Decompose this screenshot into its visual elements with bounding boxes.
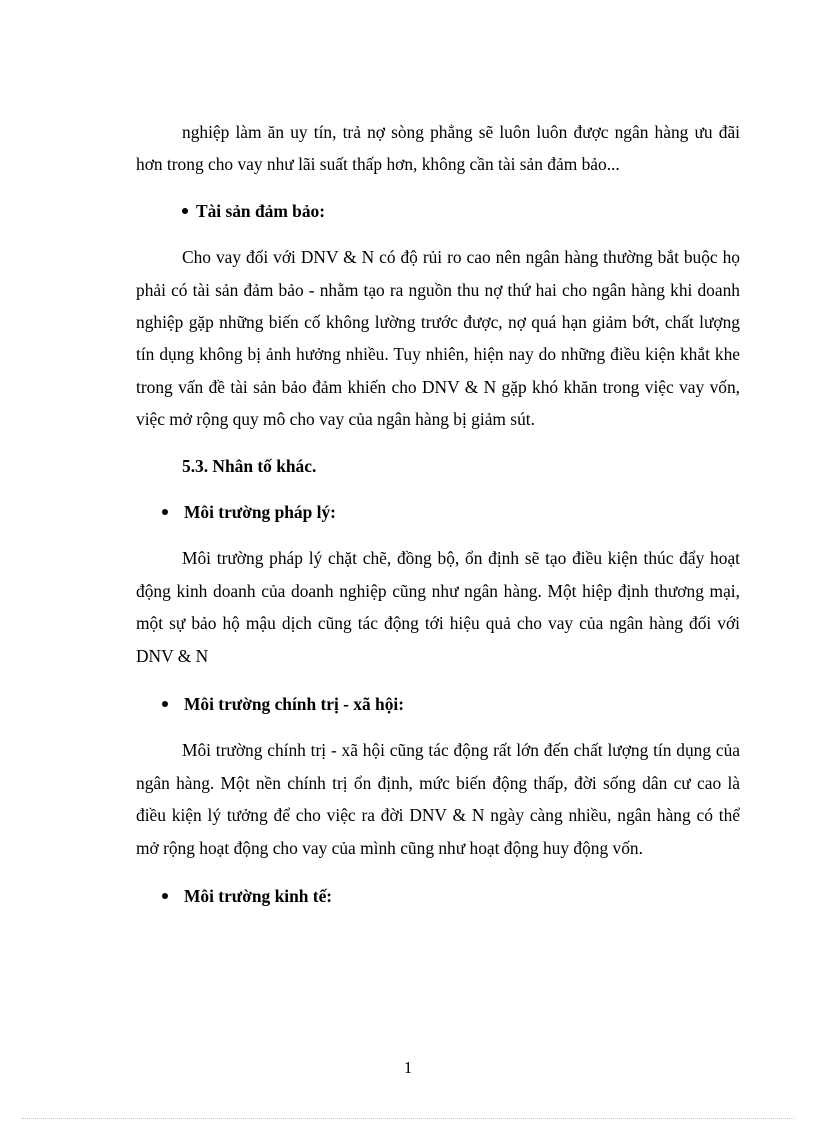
- heading-collateral: [136, 195, 740, 227]
- heading-economic-environment: [136, 880, 740, 912]
- intro-paragraph: nghiệp làm ăn uy tín, trả nợ sòng phẳng sẽ luôn luôn được ngân hàng ưu đãi hơn trong cho vay như lãi suất thấp hơn, không cần tài sản đảm bảo...: [136, 122, 740, 175]
- heading-legal-environment-text: Môi trường pháp lý:: [184, 502, 336, 523]
- page-content: [136, 116, 740, 912]
- heading-other-factors-text: 5.3. Nhân tố khác.: [182, 455, 317, 476]
- page-bottom-divider: [22, 1118, 794, 1119]
- page-number: 1: [403, 1058, 413, 1077]
- bullet-icon: [162, 509, 168, 515]
- heading-political-social-environment: [136, 688, 740, 720]
- heading-legal-environment: [136, 496, 740, 528]
- heading-economic-environment-text: Môi trường kinh tế:: [184, 886, 333, 907]
- heading-political-social-environment-text: Môi trường chính trị - xã hội:: [184, 694, 405, 715]
- bullet-icon: [182, 208, 188, 214]
- paragraph-collateral: Cho vay đối với DNV & N có độ rủi ro cao nên ngân hàng thường bắt buộc họ phải có tài sản đảm bảo - nhằm tạo ra nguồn thu nợ thứ hai cho ngân hàng khi doanh nghiệp gặp những biến cố không lường trước được, nợ quá hạn giảm bớt, chất lượng tín dụng không bị ảnh hưởng nhiều. Tuy nhiên, hiện nay do những điều kiện khắt khe trong vấn đề tài sản bảo đảm khiến cho DNV & N gặp khó khăn trong việc vay vốn, việc mở rộng quy mô cho vay của ngân hàng bị giảm sút.: [136, 247, 740, 430]
- bullet-icon: [162, 701, 168, 707]
- heading-collateral-text: Tài sản đảm bảo:: [196, 200, 326, 221]
- bullet-icon: [162, 893, 168, 899]
- heading-other-factors: [136, 450, 740, 482]
- paragraph-legal-environment: Môi trường pháp lý chặt chẽ, đồng bộ, ổn định sẽ tạo điều kiện thúc đẩy hoạt động kinh doanh của doanh nghiệp cũng như ngân hàng. Một hiệp định thương mại, một sự bảo hộ mậu dịch cũng tác động tới hiệu quả cho vay của ngân hàng đối với DNV & N: [136, 548, 740, 666]
- paragraph-political-social-environment: Môi trường chính trị - xã hội cũng tác động rất lớn đến chất lượng tín dụng của ngân hàng. Một nền chính trị ổn định, mức biến động thấp, đời sống dân cư cao là điều kiện lý tưởng để cho việc ra đời DNV & N ngày càng nhiều, ngân hàng có thể mở rộng hoạt động cho vay của mình cũng như hoạt động huy động vốn.: [136, 740, 740, 858]
